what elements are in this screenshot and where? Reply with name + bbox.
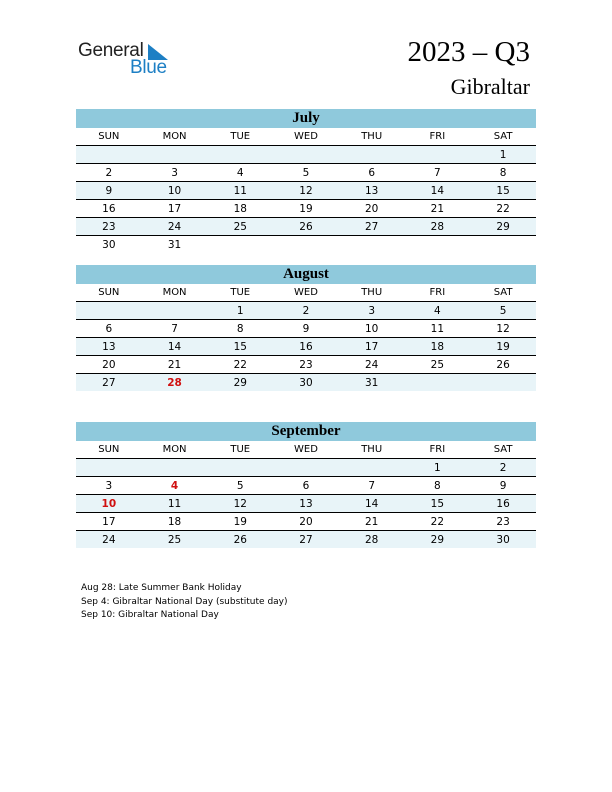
day-cell: 14	[142, 338, 208, 356]
day-cell: 6	[76, 320, 142, 338]
day-cell: 3	[142, 164, 208, 182]
day-cell: 16	[76, 200, 142, 218]
month-july	[76, 109, 536, 253]
day-cell	[76, 146, 142, 164]
month-august	[76, 265, 536, 391]
day-cell: 12	[207, 495, 273, 513]
day-cell: 3	[339, 302, 405, 320]
day-cell: 7	[339, 477, 405, 495]
day-cell: 2	[470, 459, 536, 477]
day-cell: 13	[76, 338, 142, 356]
day-cell: 26	[470, 356, 536, 374]
week-row	[76, 302, 536, 320]
week-row	[76, 200, 536, 218]
week-row	[76, 218, 536, 236]
day-cell: 23	[273, 356, 339, 374]
day-cell: 17	[339, 338, 405, 356]
day-cell: 22	[405, 513, 471, 531]
calendar-grid	[76, 441, 536, 548]
day-cell	[207, 146, 273, 164]
day-cell: 29	[405, 531, 471, 549]
weekday-header: FRI	[405, 441, 471, 459]
day-cell	[405, 146, 471, 164]
month-september	[76, 422, 536, 548]
month-header: July	[76, 109, 536, 128]
weekday-header: WED	[273, 441, 339, 459]
month-header: September	[76, 422, 536, 441]
day-cell: 1	[207, 302, 273, 320]
week-row	[76, 477, 536, 495]
day-cell: 4	[142, 477, 208, 495]
day-cell: 18	[207, 200, 273, 218]
day-cell: 16	[273, 338, 339, 356]
day-cell: 8	[470, 164, 536, 182]
weekday-header: TUE	[207, 441, 273, 459]
day-cell: 7	[405, 164, 471, 182]
day-cell: 30	[102, 238, 116, 251]
weekday-header: TUE	[207, 284, 273, 302]
day-cell: 12	[470, 320, 536, 338]
week-row	[76, 236, 536, 254]
day-cell	[470, 236, 536, 254]
day-cell	[405, 236, 471, 254]
day-cell: 21	[339, 513, 405, 531]
holiday-note: Sep 4: Gibraltar National Day (substitute day)	[81, 596, 288, 607]
day-cell: 22	[207, 356, 273, 374]
day-cell: 31	[167, 238, 182, 251]
day-cell: 20	[339, 200, 405, 218]
day-cell	[470, 374, 536, 392]
day-cell	[339, 459, 405, 477]
day-cell: 27	[339, 218, 405, 236]
day-cell: 27	[76, 374, 142, 392]
day-cell: 10	[339, 320, 405, 338]
day-cell: 9	[76, 182, 142, 200]
day-cell: 25	[405, 356, 471, 374]
day-cell: 24	[339, 356, 405, 374]
day-cell: 27	[273, 531, 339, 549]
weekday-header: FRI	[405, 284, 471, 302]
week-row	[76, 513, 536, 531]
week-row	[76, 146, 536, 164]
day-cell: 1	[470, 146, 536, 164]
day-cell: 5	[470, 302, 536, 320]
day-cell	[142, 459, 208, 477]
page-title: 2023 – Q3	[407, 36, 530, 68]
day-cell: 3	[76, 477, 142, 495]
week-row	[76, 182, 536, 200]
day-cell: 9	[273, 320, 339, 338]
day-cell: 18	[142, 513, 208, 531]
weekday-header: THU	[339, 128, 405, 146]
week-row	[76, 320, 536, 338]
day-cell: 24	[76, 531, 142, 549]
day-cell: 6	[273, 477, 339, 495]
day-cell: 25	[142, 531, 208, 549]
day-cell: 19	[207, 513, 273, 531]
week-row	[76, 374, 536, 392]
logo-blue-text: Blue	[130, 57, 167, 78]
day-cell: 2	[273, 302, 339, 320]
day-cell: 23	[76, 218, 142, 236]
day-cell	[76, 302, 142, 320]
week-row	[76, 459, 536, 477]
week-row	[76, 495, 536, 513]
day-cell: 14	[405, 182, 471, 200]
weekday-header: SAT	[470, 441, 536, 459]
day-cell	[405, 374, 471, 392]
day-cell: 19	[273, 200, 339, 218]
day-cell: 10	[142, 182, 208, 200]
weekday-header: FRI	[405, 128, 471, 146]
day-cell: 29	[207, 374, 273, 392]
day-cell: 21	[405, 200, 471, 218]
day-cell: 17	[142, 200, 208, 218]
day-cell: 17	[76, 513, 142, 531]
day-cell: 25	[207, 218, 273, 236]
day-cell: 7	[142, 320, 208, 338]
calendar-grid	[76, 128, 536, 253]
day-cell: 29	[470, 218, 536, 236]
day-cell: 20	[76, 356, 142, 374]
holiday-notes	[81, 582, 288, 623]
day-cell: 26	[207, 531, 273, 549]
week-row	[76, 164, 536, 182]
day-cell: 11	[207, 182, 273, 200]
day-cell: 5	[273, 164, 339, 182]
day-cell: 20	[273, 513, 339, 531]
day-cell: 10	[76, 495, 142, 513]
day-cell	[142, 302, 208, 320]
weekday-header: SUN	[76, 128, 142, 146]
day-cell: 28	[339, 531, 405, 549]
weekday-header: MON	[142, 284, 208, 302]
day-cell: 14	[339, 495, 405, 513]
day-cell: 31	[339, 374, 405, 392]
day-cell	[207, 459, 273, 477]
weekday-header: WED	[273, 284, 339, 302]
day-cell: 30	[470, 531, 536, 549]
day-cell: 28	[405, 218, 471, 236]
day-cell: 8	[207, 320, 273, 338]
day-cell	[339, 146, 405, 164]
day-cell: 4	[405, 302, 471, 320]
weekday-header: MON	[142, 441, 208, 459]
calendar-grid	[76, 284, 536, 391]
day-cell: 21	[142, 356, 208, 374]
day-cell: 15	[405, 495, 471, 513]
day-cell: 15	[207, 338, 273, 356]
weekday-header: TUE	[207, 128, 273, 146]
day-cell	[207, 236, 273, 254]
day-cell: 9	[470, 477, 536, 495]
day-cell	[76, 459, 142, 477]
day-cell: 23	[470, 513, 536, 531]
day-cell: 13	[339, 182, 405, 200]
week-row	[76, 356, 536, 374]
day-cell: 18	[405, 338, 471, 356]
day-cell: 11	[142, 495, 208, 513]
holiday-note: Aug 28: Late Summer Bank Holiday	[81, 583, 242, 593]
month-header: August	[76, 265, 536, 284]
day-cell: 26	[273, 218, 339, 236]
day-cell: 19	[470, 338, 536, 356]
day-cell: 1	[405, 459, 471, 477]
day-cell: 2	[76, 164, 142, 182]
day-cell	[273, 459, 339, 477]
day-cell: 28	[142, 374, 208, 392]
weekday-header: SAT	[470, 284, 536, 302]
weekday-header: MON	[142, 128, 208, 146]
week-row	[76, 531, 536, 549]
day-cell: 15	[470, 182, 536, 200]
day-cell: 4	[207, 164, 273, 182]
week-row	[76, 338, 536, 356]
day-cell: 22	[470, 200, 536, 218]
day-cell: 24	[142, 218, 208, 236]
day-cell	[142, 146, 208, 164]
holiday-note: Sep 10: Gibraltar National Day	[81, 610, 219, 620]
weekday-header: SUN	[76, 284, 142, 302]
day-cell: 6	[339, 164, 405, 182]
generalblue-logo	[78, 40, 188, 80]
day-cell: 30	[273, 374, 339, 392]
logo-general-text: General	[78, 40, 144, 61]
day-cell: 13	[273, 495, 339, 513]
day-cell	[273, 146, 339, 164]
weekday-header: WED	[273, 128, 339, 146]
weekday-header: SUN	[76, 441, 142, 459]
weekday-header: SAT	[470, 128, 536, 146]
day-cell: 12	[273, 182, 339, 200]
page-subtitle: Gibraltar	[450, 74, 530, 99]
day-cell	[339, 236, 405, 254]
day-cell: 5	[207, 477, 273, 495]
day-cell: 16	[470, 495, 536, 513]
day-cell: 8	[405, 477, 471, 495]
weekday-header: THU	[339, 441, 405, 459]
day-cell	[273, 236, 339, 254]
day-cell: 11	[405, 320, 471, 338]
weekday-header: THU	[339, 284, 405, 302]
